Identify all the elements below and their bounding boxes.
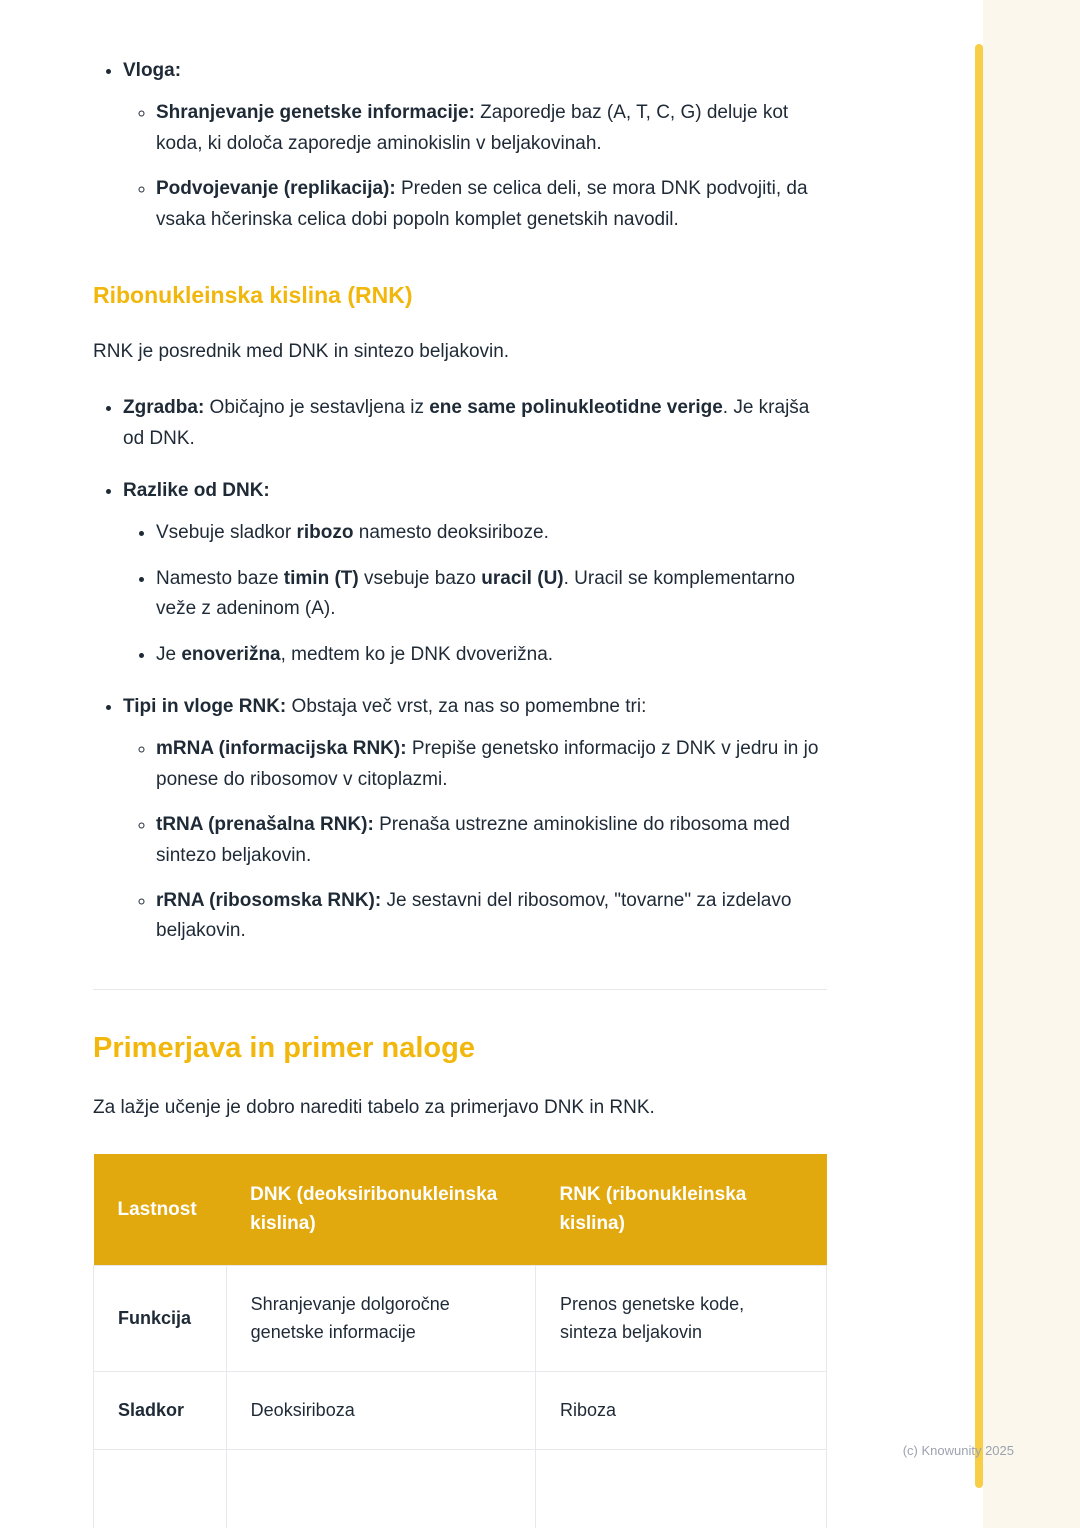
table-header-cell: Lastnost [94, 1154, 227, 1265]
sub-list [123, 518, 827, 670]
document-content [93, 56, 827, 1528]
table-header-cell: DNK (deoksiribonukleinska kislina) [226, 1154, 535, 1265]
list-item: ◦ Shranjevanje genetske informacije: Zaporedje baz (A, T, C, G) deluje kot koda, ki določa zaporedje aminokislin v beljakovinah. [156, 98, 827, 159]
table-header-row [94, 1154, 827, 1265]
list-item: ◦ Podvojevanje (replikacija): Preden se celica deli, se mora DNK podvojiti, da vsaka hčerinska celica dobi popoln komplet genetskih navodil. [156, 174, 827, 235]
page-edge-stripe [975, 44, 983, 1488]
primerjava-intro-paragraph: Za lažje učenje je dobro narediti tabelo za primerjavo DNK in RNK. [93, 1097, 655, 1119]
table-row-label [94, 1450, 227, 1528]
list-item: • Zgradba: Običajno je sestavljena iz ene same polinukleotidne verige. Je krajša od DNK. [123, 393, 827, 454]
section-divider [93, 989, 827, 990]
watermark: (c) Knowunity 2025 [902, 1443, 1014, 1459]
table-cell: Shranjevanje dolgoročne genetske informacije [226, 1265, 535, 1372]
section-heading-rnk: Ribonukleinska kislina (RNK) [93, 281, 413, 308]
table-cell [226, 1450, 535, 1528]
sub-list [123, 98, 827, 235]
section-heading-primerjava: Primerjava in primer naloge [93, 1031, 475, 1064]
table-cell [535, 1450, 826, 1528]
table-cell: Deoksiriboza [226, 1372, 535, 1450]
rnk-list [93, 393, 827, 946]
table-cell: Prenos genetske kode, sinteza beljakovin [535, 1265, 826, 1372]
comparison-table [93, 1154, 827, 1528]
table-row-label: Sladkor [94, 1372, 227, 1450]
page-edge-band [983, 0, 1080, 1528]
sub-list [123, 734, 827, 946]
list-item: ◦ mRNA (informacijska RNK): Prepiše genetsko informacijo z DNK v jedru in jo ponese do ribosomov v citoplazmi. [156, 734, 827, 795]
list-item: ◦ rRNA (ribosomska RNK): Je sestavni del ribosomov, "tovarne" za izdelavo beljakovin. [156, 886, 827, 947]
vloga-list [93, 56, 827, 235]
table-header-cell: RNK (ribonukleinska kislina) [535, 1154, 826, 1265]
list-item: • Vloga: ◦ Shranjevanje genetske informacije: Zaporedje baz (A, T, C, G) deluje kot koda, ki določa zaporedje aminokislin v beljakovinah. ◦ Podvojevanje (replikacija): Preden se celica deli, se mora DNK podvojiti, da vsaka hčerinska celica dobi popoln komplet genetskih navodil. [123, 56, 827, 235]
list-item: • Vsebuje sladkor ribozo namesto deoksiriboze. [156, 518, 827, 548]
list-item: • Namesto baze timin (T) vsebuje bazo uracil (U). Uracil se komplementarno veže z adeninom (A). [156, 564, 827, 625]
table-row [94, 1265, 827, 1372]
table-row-label: Funkcija [94, 1265, 227, 1372]
list-item: • Je enoverižna, medtem ko je DNK dvoverižna. [156, 640, 827, 670]
table-row [94, 1372, 827, 1450]
table-row [94, 1450, 827, 1528]
rnk-intro-paragraph: RNK je posrednik med DNK in sintezo beljakovin. [93, 340, 510, 362]
list-item: • Razlike od DNK: • Vsebuje sladkor ribozo namesto deoksiriboze. • Namesto baze timin (T) vsebuje bazo uracil (U). Uracil se komplementarno veže z adeninom (A). • Je enoverižna, medtem ko je DNK dvoverižna. [123, 476, 827, 670]
list-item: • Tipi in vloge RNK: Obstaja več vrst, za nas so pomembne tri: ◦ mRNA (informacijska RNK): Prepiše genetsko informacijo z DNK v jedru in jo ponese do ribosomov v citoplazmi. ◦ tRNA (prenašalna RNK): Prenaša ustrezne aminokisline do ribosoma med sintezo beljakovin. ◦ rRNA (ribosomska RNK): Je sestavni del ribosomov, "tovarne" za izdelavo beljakovin. [123, 692, 827, 947]
list-item: ◦ tRNA (prenašalna RNK): Prenaša ustrezne aminokisline do ribosoma med sintezo beljakovin. [156, 810, 827, 871]
table-cell: Riboza [535, 1372, 826, 1450]
